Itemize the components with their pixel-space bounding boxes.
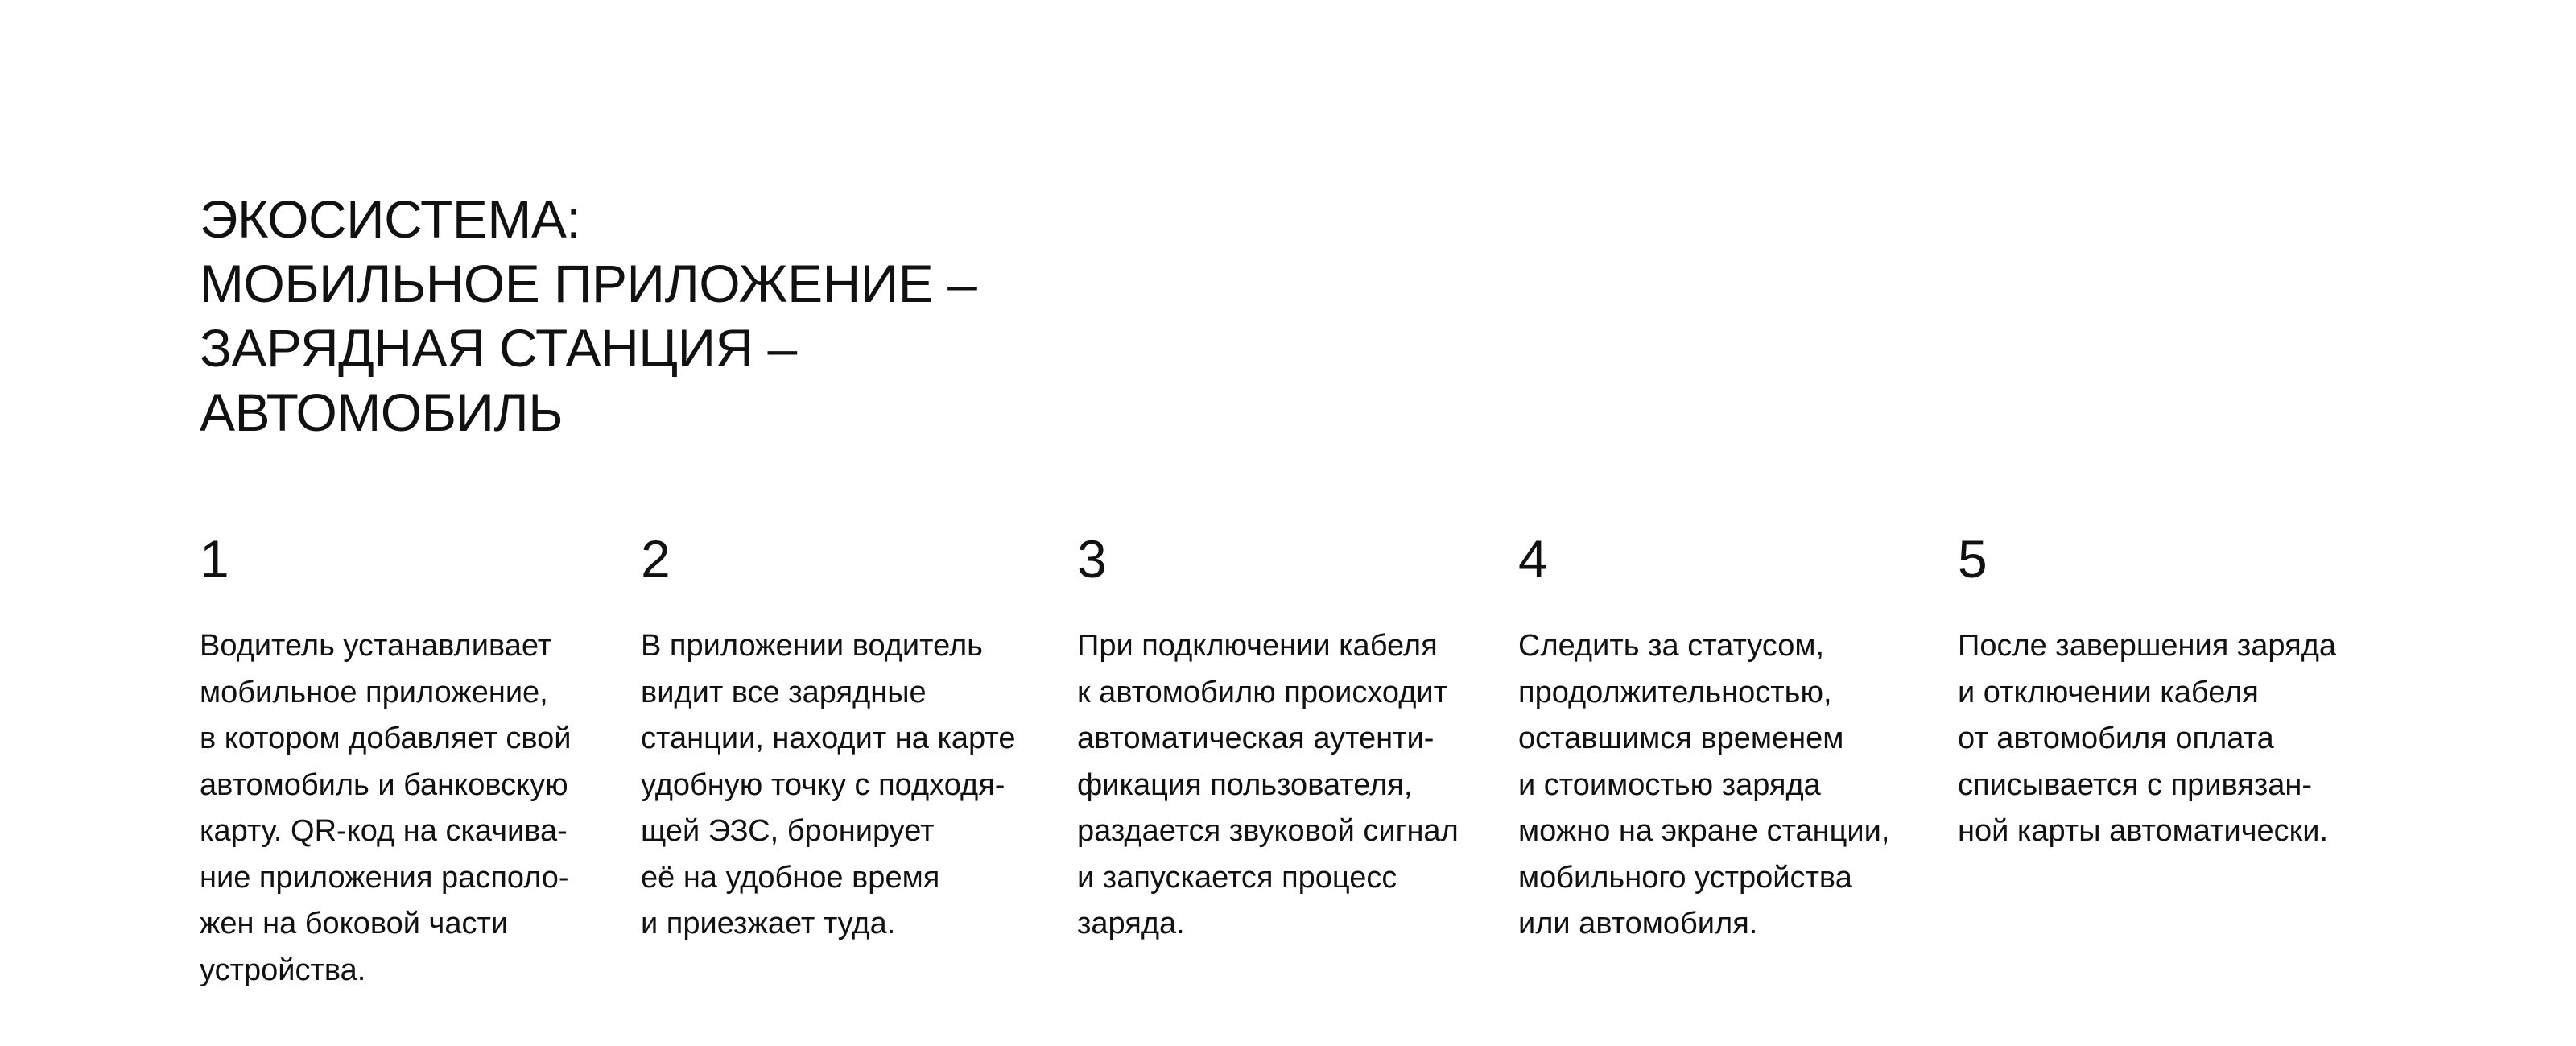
step-text-line: и отключении кабеля xyxy=(1958,675,2259,709)
step-text-line: в котором добавляет свой xyxy=(200,721,572,755)
step-1 xyxy=(200,527,618,994)
step-text-line: удобную точку с подходя- xyxy=(641,767,1005,802)
step-4 xyxy=(1518,527,1937,948)
step-text-line: или автомобиля. xyxy=(1518,907,1758,941)
step-description xyxy=(200,623,618,994)
step-text-line: продолжительностью, xyxy=(1518,675,1832,709)
step-text-line: видит все зарядные xyxy=(641,675,927,709)
step-text-line: оставшимся временем xyxy=(1518,721,1844,755)
title-line: ЭКОСИСТЕМА: xyxy=(200,189,581,249)
step-text-line: списывается с привязан- xyxy=(1958,767,2313,802)
title-line: АВТОМОБИЛЬ xyxy=(200,382,564,442)
step-text-line: станции, находит на карте xyxy=(641,721,1016,755)
step-text-line: её на удобное время xyxy=(641,860,940,895)
step-text-line: Следить за статусом, xyxy=(1518,629,1825,663)
steps-list xyxy=(200,527,2389,1010)
step-text-line: фикация пользователя, xyxy=(1077,767,1413,802)
step-text-line: и приезжает туда. xyxy=(641,907,896,941)
step-text-line: В приложении водитель xyxy=(641,629,983,663)
step-text-line: щей ЭЗС, бронирует xyxy=(641,814,935,848)
step-3 xyxy=(1077,527,1496,948)
step-text-line: мобильное приложение, xyxy=(200,675,548,709)
step-number: 3 xyxy=(1077,529,1107,589)
step-text-line: автоматическая аутенти- xyxy=(1077,721,1435,755)
step-text-line: к автомобилю происходит xyxy=(1077,675,1448,709)
step-text-line: и стоимостью заряда xyxy=(1518,767,1821,802)
step-text-line: автомобиль и банковскую xyxy=(200,767,568,802)
step-description xyxy=(641,623,1059,948)
step-text-line: от автомобиля оплата xyxy=(1958,721,2274,755)
step-number: 4 xyxy=(1518,529,1548,589)
step-text-line: карту. QR-код на скачива- xyxy=(200,814,568,848)
step-number: 2 xyxy=(641,529,671,589)
step-description xyxy=(1958,623,2376,855)
step-text-line: мобильного устройства xyxy=(1518,860,1852,895)
step-text-line: После завершения заряда xyxy=(1958,629,2337,663)
step-description xyxy=(1077,623,1496,948)
step-text-line: При подключении кабеля xyxy=(1077,629,1438,663)
title-line: ЗАРЯДНАЯ СТАНЦИЯ – xyxy=(200,318,797,378)
step-text-line: можно на экране станции, xyxy=(1518,814,1890,848)
step-5 xyxy=(1958,527,2376,855)
step-text-line: заряда. xyxy=(1077,907,1185,941)
step-text-line: раздается звуковой сигнал xyxy=(1077,814,1459,848)
step-text-line: Водитель устанавливает xyxy=(200,629,552,663)
step-number: 1 xyxy=(200,529,229,589)
step-2 xyxy=(641,527,1059,948)
step-text-line: и запускается процесс xyxy=(1077,860,1397,895)
title-line: МОБИЛЬНОЕ ПРИЛОЖЕНИЕ – xyxy=(200,254,977,313)
step-text-line: ной карты автоматически. xyxy=(1958,814,2329,848)
step-text-line: жен на боковой части xyxy=(200,907,509,941)
page-title xyxy=(200,187,976,444)
step-number: 5 xyxy=(1958,529,1988,589)
step-description xyxy=(1518,623,1937,948)
step-text-line: устройства. xyxy=(200,953,366,987)
step-text-line: ние приложения располо- xyxy=(200,860,569,895)
